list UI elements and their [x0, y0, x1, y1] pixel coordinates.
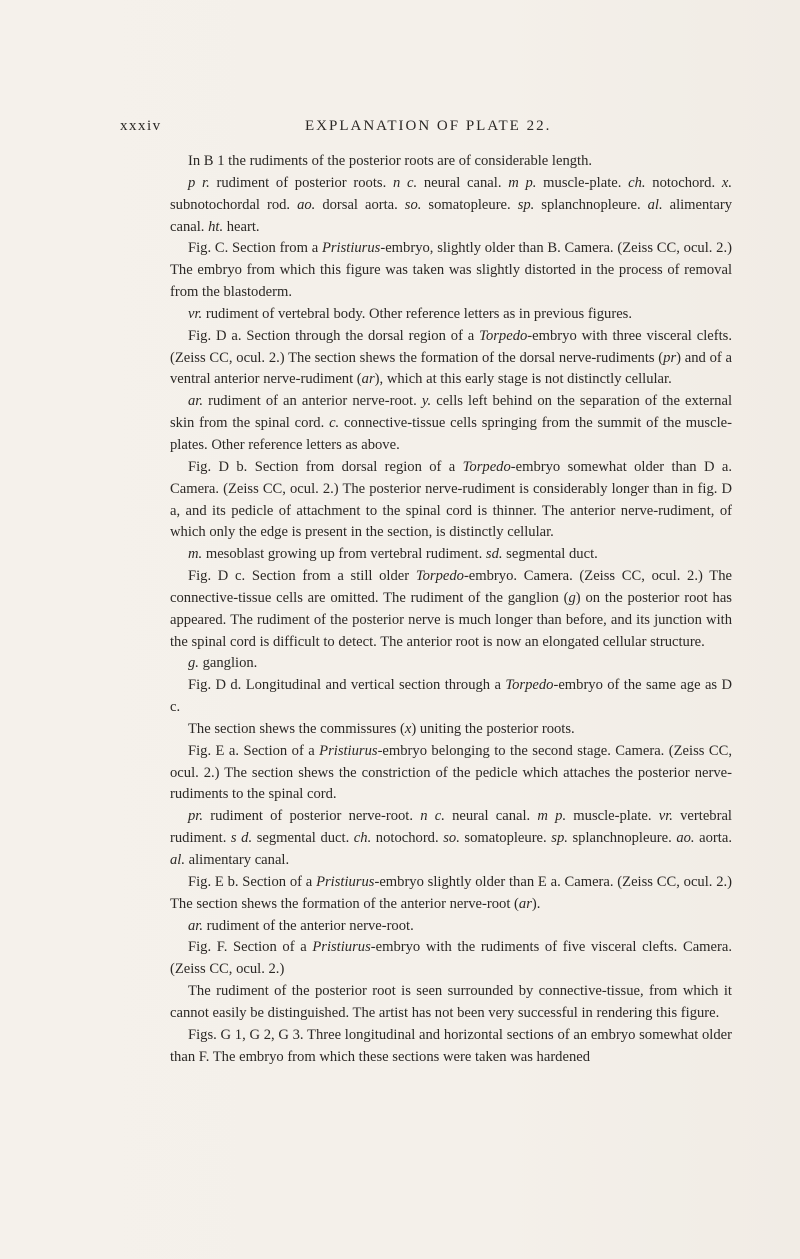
reference-letter: sp.	[551, 830, 568, 847]
text-run: The rudiment of the posterior root is seen surrounded by connective-tissue, from which it cannot easily be distinguished. The artist has not been very successful in rendering this figure.	[170, 983, 732, 1021]
reference-letter: ar.	[188, 393, 204, 410]
text-run: connective-tissue cells springing from the summit of the muscle-plates. Other reference letters as above.	[170, 415, 732, 453]
reference-letter: p r.	[188, 174, 210, 191]
text-run: -embryo with the rudiments of five visceral clefts. Camera. (Zeiss CC, ocul. 2.)	[170, 939, 732, 978]
text-run: -embryo with three visceral clefts. (Zeiss CC, ocul. 2.) The section shews the formation of the dorsal nerve-rudiments (	[170, 327, 732, 366]
paragraph	[170, 566, 732, 653]
text-run: rudiment of posterior nerve-root.	[203, 808, 421, 825]
text-run: neural canal.	[444, 808, 538, 825]
text-run: ).	[531, 895, 541, 912]
reference-letter: so.	[443, 830, 460, 847]
reference-letter: pr	[663, 349, 677, 366]
reference-letter: vr.	[188, 305, 203, 322]
text-run: rudiment of the anterior nerve-root.	[203, 917, 414, 934]
plate-explanation-text	[170, 151, 732, 1068]
text-run: alimentary canal.	[170, 196, 732, 235]
text-run: ) and of a ventral anterior nerve-rudiment (	[170, 349, 732, 388]
text-run: Fig. E a. Section of a	[188, 742, 320, 759]
reference-letter: y.	[421, 393, 432, 410]
reference-letter: vr.	[658, 808, 673, 825]
text-run: Fig. D c. Section from a still older	[188, 568, 416, 585]
paragraph	[170, 719, 732, 741]
reference-letter: c.	[329, 415, 340, 432]
text-run: Fig. E b. Section of a	[188, 873, 317, 890]
reference-letter: Torpedo	[505, 677, 554, 694]
text-run: Figs. G 1, G 2, G 3. Three longitudinal and horizontal sections of an embryo somewhat older than F. The embryo from which these sections were taken was hardened	[170, 1026, 732, 1065]
page-header	[120, 118, 700, 138]
text-run: ganglion.	[198, 655, 258, 672]
reference-letter: ar	[518, 895, 532, 912]
paragraph	[170, 741, 732, 807]
reference-letter: n c.	[392, 174, 418, 191]
paragraph	[170, 304, 732, 326]
text-run: rudiment of vertebral body. Other reference letters as in previous figures.	[202, 305, 632, 322]
reference-letter: al.	[647, 196, 663, 213]
text-run: -embryo of the same age as D c.	[170, 677, 733, 716]
text-run: segmental duct.	[252, 830, 354, 847]
text-run: mesoblast growing up from vertebral rudiment.	[202, 546, 486, 563]
text-run: notochord.	[371, 830, 444, 847]
text-run: -embryo, slightly older than B. Camera. (Zeiss CC, ocul. 2.) The embryo from which this figure was taken was slightly distorted in the process of removal from the blastoderm.	[170, 240, 732, 301]
paragraph	[170, 653, 732, 675]
text-run: somatopleure.	[421, 196, 518, 213]
reference-letter: Torpedo	[479, 327, 528, 344]
text-run: Fig. D a. Section through the dorsal region of a	[188, 327, 480, 344]
reference-letter: ch.	[628, 174, 646, 191]
text-run: splanchnopleure.	[534, 196, 648, 213]
reference-letter: al.	[170, 852, 185, 868]
paragraph	[170, 238, 732, 304]
reference-letter: m.	[188, 546, 203, 563]
text-run: aorta.	[694, 830, 732, 847]
reference-letter: ao.	[297, 196, 316, 213]
paragraph	[170, 457, 732, 544]
text-run: dorsal aorta.	[315, 196, 405, 213]
reference-letter: s d.	[230, 830, 253, 847]
reference-letter: ar	[361, 371, 375, 388]
reference-letter: Pristiurus	[316, 873, 375, 890]
text-run: The section shews the commissures (	[188, 720, 405, 737]
paragraph	[170, 872, 732, 916]
reference-letter: ht.	[208, 218, 224, 235]
text-run: In B 1 the rudiments of the posterior roots are of considerable length.	[188, 153, 593, 169]
text-run: muscle-plate.	[566, 808, 659, 825]
text-run: ) uniting the posterior roots.	[411, 720, 575, 737]
text-run: cells left behind on the separation of the external skin from the spinal cord.	[170, 393, 733, 432]
text-run: segmental duct.	[502, 546, 598, 563]
paragraph	[170, 326, 732, 392]
paragraph	[170, 391, 732, 457]
reference-letter: pr.	[188, 808, 204, 825]
paragraph	[170, 173, 732, 239]
paragraph	[170, 1025, 732, 1069]
reference-letter: x.	[721, 174, 732, 191]
text-run: muscle-plate.	[536, 174, 629, 191]
text-run: neural canal.	[417, 174, 509, 191]
text-run: Fig. D d. Longitudinal and vertical section through a	[188, 677, 506, 694]
reference-letter: ar.	[188, 917, 204, 934]
text-run: Fig. D b. Section from dorsal region of a	[188, 458, 463, 475]
paragraph	[170, 916, 732, 938]
reference-letter: g	[568, 589, 576, 606]
text-run: somatopleure.	[459, 830, 552, 847]
page-number: xxxiv	[120, 118, 162, 134]
reference-letter: Torpedo	[415, 568, 464, 585]
reference-letter: sd.	[485, 546, 503, 563]
text-run: notochord.	[645, 174, 722, 191]
reference-letter: n c.	[420, 808, 445, 825]
reference-letter: g.	[188, 655, 199, 672]
paragraph	[170, 675, 732, 719]
text-run: -embryo somewhat older than D a. Camera. (Zeiss CC, ocul. 2.) The posterior nerve-rudiment is considerably longer than in fig. D a, and its pedicle of attachment to the spinal cord is thinner. The anterior nerve-rudiment, of which only the edge is present in the section, is distinctly cellular.	[170, 458, 732, 541]
reference-letter: m p.	[537, 808, 567, 825]
text-run: splanchnopleure.	[567, 830, 677, 847]
text-run: subnotochordal rod.	[170, 196, 298, 213]
paragraph	[170, 151, 732, 173]
reference-letter: Pristiurus	[321, 240, 381, 257]
running-head: EXPLANATION OF PLATE 22.	[305, 118, 552, 134]
text-run: vertebral rudiment.	[170, 808, 732, 847]
reference-letter: Pristiurus	[312, 939, 371, 956]
text-run: -embryo. Camera. (Zeiss CC, ocul. 2.) The connective-tissue cells are omitted. The rudiment of the ganglion (	[170, 568, 732, 606]
reference-letter: so.	[404, 196, 422, 213]
paragraph	[170, 937, 732, 981]
paragraph	[170, 981, 732, 1025]
text-run: -embryo slightly older than E a. Camera. (Zeiss CC, ocul. 2.) The section shews the formation of the anterior nerve-root (	[170, 873, 733, 912]
reference-letter: m p.	[508, 174, 537, 191]
text-run: Fig. C. Section from a	[188, 240, 322, 257]
reference-letter: x	[404, 720, 412, 737]
text-run: alimentary canal.	[185, 852, 290, 868]
text-run: heart.	[223, 218, 260, 235]
text-run: rudiment of posterior roots.	[209, 174, 393, 191]
text-run: rudiment of an anterior nerve-root.	[203, 393, 422, 410]
text-run: Fig. F. Section of a	[188, 939, 313, 956]
reference-letter: ch.	[353, 830, 372, 847]
paragraph	[170, 806, 732, 872]
paragraph	[170, 544, 732, 566]
text-run: -embryo belonging to the second stage. Camera. (Zeiss CC, ocul. 2.) The section shews the constriction of the pedicle which attaches the posterior nerve-rudiments to the spinal cord.	[170, 742, 732, 803]
text-run: ), which at this early stage is not distinctly cellular.	[374, 371, 672, 388]
reference-letter: sp.	[517, 196, 535, 213]
reference-letter: Pristiurus	[319, 742, 378, 759]
text-run: ) on the posterior root has appeared. The rudiment of the posterior nerve is much longer than before, and its junction with the spinal cord is difficult to detect. The anterior root is now an elongated cellular structure.	[170, 589, 732, 650]
reference-letter: Torpedo	[462, 458, 511, 475]
reference-letter: ao.	[676, 830, 695, 847]
